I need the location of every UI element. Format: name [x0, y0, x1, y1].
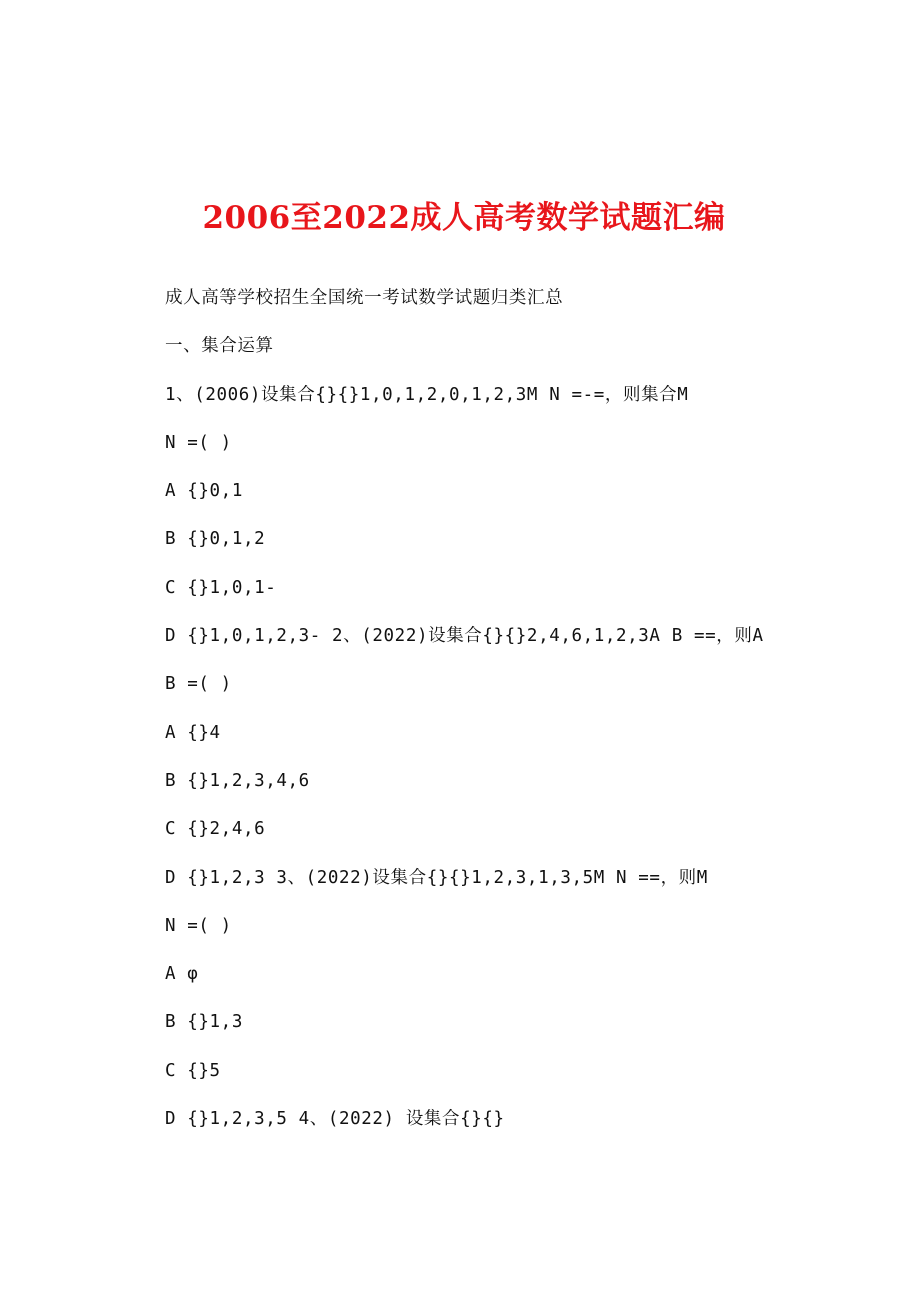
option-line: B {}1,2,3,4,6: [165, 770, 310, 791]
option-line: D {}1,2,3 3、(2022)设集合{}{}1,2,3,1,3,5M N ==，则M: [165, 867, 708, 888]
option-line: C {}5: [165, 1060, 221, 1081]
subsection-heading: 一、集合运算: [165, 336, 274, 357]
section-heading: 成人高等学校招生全国统一考试数学试题归类汇总: [165, 288, 564, 308]
option-line: D {}1,0,1,2,3- 2、(2022)设集合{}{}2,4,6,1,2,3A B ==，则A: [165, 626, 764, 647]
question-line: 1、(2006)设集合{}{}1,0,1,2,0,1,2,3M N =-=，则集合M: [165, 384, 689, 405]
option-line: D {}1,2,3,5 4、(2022) 设集合{}{}: [165, 1109, 505, 1130]
document-title: 2006至2022成人高考数学试题汇编: [202, 200, 726, 236]
option-line: B {}0,1,2: [165, 529, 266, 550]
option-line: A {}0,1: [165, 481, 243, 502]
option-line: C {}1,0,1-: [165, 577, 277, 598]
question-line: N =( ): [165, 432, 232, 453]
option-line: C {}2,4,6: [165, 819, 266, 840]
question-line: N =( ): [165, 915, 232, 936]
option-line: A {}4: [165, 722, 221, 743]
document-body: [165, 276, 865, 1145]
option-line: B {}1,3: [165, 1012, 243, 1033]
option-line: A φ: [165, 964, 199, 985]
question-line: B =( ): [165, 674, 232, 695]
